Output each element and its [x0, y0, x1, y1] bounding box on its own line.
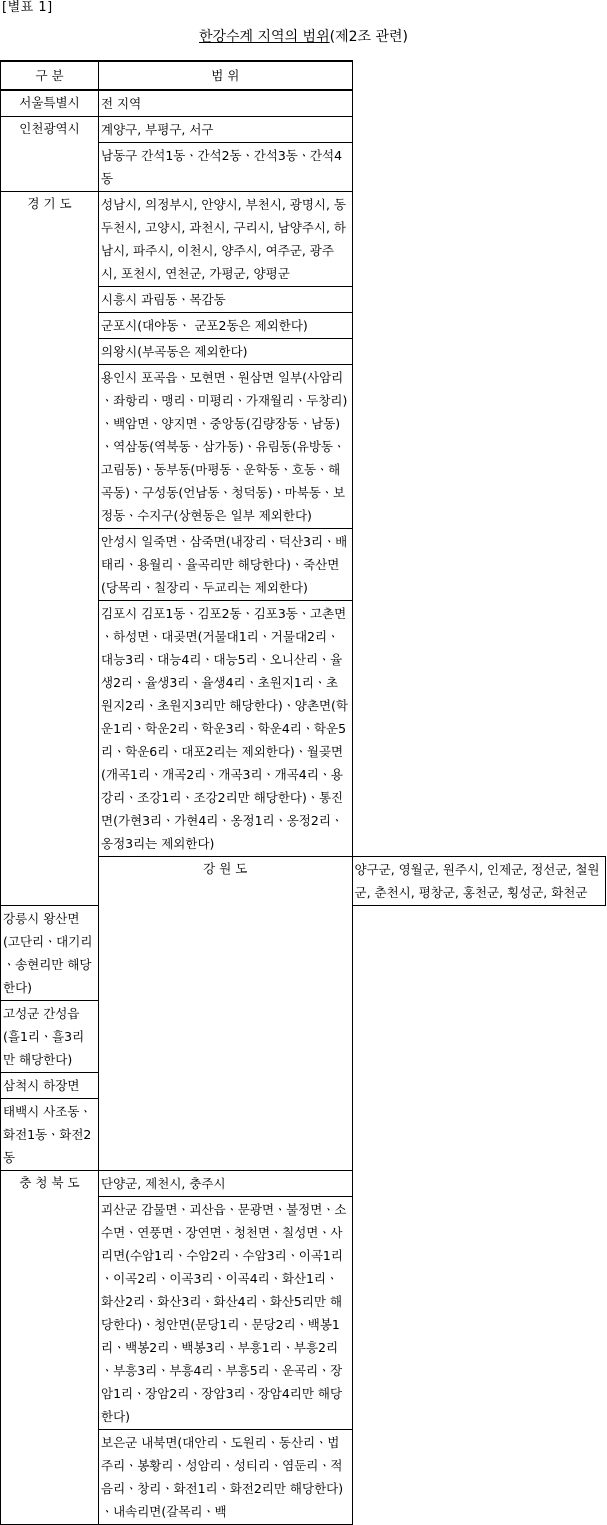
document-title	[0, 28, 607, 46]
scope-cell: 보은군 내북면(대안리ㆍ도원리ㆍ동산리ㆍ법주리ㆍ봉황리ㆍ성암리ㆍ성티리ㆍ염둔리ㆍ적음리ㆍ창리ㆍ화전1리ㆍ화전2리만 해당한다)ㆍ내속리면(갈목리ㆍ백	[99, 1430, 353, 1525]
region-scope-table	[0, 60, 606, 1525]
scope-cell: 성남시, 의정부시, 안양시, 부천시, 광명시, 동두천시, 고양시, 과천시, 구리시, 남양주시, 하남시, 파주시, 이천시, 양주시, 여주군, 광주시, 포천시, 연천군, 가평군, 양평군	[99, 192, 353, 287]
scope-cell: 단양군, 제천시, 충주시	[99, 1171, 353, 1197]
table-row	[1, 1171, 606, 1197]
scope-cell: 괴산군 감물면ㆍ괴산읍ㆍ문광면ㆍ불정면ㆍ소수면ㆍ연풍면ㆍ장연면ㆍ청천면ㆍ칠성면ㆍ사리면(수암1리ㆍ수암2리ㆍ수암3리ㆍ이곡1리ㆍ이곡2리ㆍ이곡3리ㆍ이곡4리ㆍ화산1리ㆍ화산2리ㆍ화산3리ㆍ화산4리ㆍ화산5리만 해당한다)ㆍ청안면(문당1리ㆍ문당2리ㆍ백봉1리ㆍ백봉2리ㆍ백봉3리ㆍ부흥1리ㆍ부흥2리ㆍ부흥3리ㆍ부흥4리ㆍ부흥5리ㆍ운곡리ㆍ장암1리ㆍ장암2리ㆍ장암3리ㆍ장암4리만 해당한다)	[99, 1197, 353, 1430]
scope-cell: 남동구 간석1동ㆍ간석2동ㆍ간석3동ㆍ간석4동	[99, 143, 353, 192]
scope-cell: 용인시 포곡읍ㆍ모현면ㆍ원삼면 일부(사암리ㆍ좌항리ㆍ맹리ㆍ미평리ㆍ가재월리ㆍ두창리)ㆍ백암면ㆍ양지면ㆍ중앙동(김량장동ㆍ남동)ㆍ역삼동(역북동ㆍ삼가동)ㆍ유림동(유방동ㆍ고림동)ㆍ동부동(마평동ㆍ운학동ㆍ호동ㆍ해곡동)ㆍ구성동(언남동ㆍ청덕동)ㆍ마북동ㆍ보정동ㆍ수지구(상현동은 일부 제외한다)	[99, 365, 353, 529]
header-scope: 범 위	[99, 61, 353, 90]
annex-label: [별표 1]	[2, 0, 53, 15]
region-cell: 인천광역시	[1, 117, 99, 192]
scope-cell: 강릉시 왕산면(고단리ㆍ대기리ㆍ송현리만 해당한다)	[1, 906, 99, 1001]
region-cell: 서울특별시	[1, 90, 99, 117]
scope-cell: 안성시 일죽면ㆍ삼죽면(내장리ㆍ덕산3리ㆍ배태리ㆍ용월리ㆍ율곡리만 해당한다)ㆍ죽산면(당목리ㆍ칠장리ㆍ두교리는 제외한다)	[99, 529, 353, 601]
scope-cell: 삼척시 하장면	[1, 1073, 99, 1099]
scope-cell: 시흥시 과림동ㆍ목감동	[99, 287, 353, 313]
scope-cell: 김포시 김포1동ㆍ김포2동ㆍ김포3동ㆍ고촌면ㆍ하성면ㆍ대곶면(거물대1리ㆍ거물대2리ㆍ대능3리ㆍ대능4리ㆍ대능5리ㆍ오니산리ㆍ율생2리ㆍ율생3리ㆍ율생4리ㆍ초원지1리ㆍ초원지2리ㆍ초원지3리만 해당한다)ㆍ양촌면(학운1리ㆍ학운2리ㆍ학운3리ㆍ학운4리ㆍ학운5리ㆍ학운6리ㆍ대포2리는 제외한다)ㆍ월곶면(개곡1리ㆍ개곡2리ㆍ개곡3리ㆍ개곡4리ㆍ용강리ㆍ조강1리ㆍ조강2리만 해당한다)ㆍ통진면(가현3리ㆍ가현4리ㆍ옹정1리ㆍ옹정2리ㆍ옹정3리는 제외한다)	[99, 601, 353, 857]
table-row	[1, 90, 606, 117]
scope-cell: 의왕시(부곡동은 제외한다)	[99, 339, 353, 365]
title-reference: (제2조 관련)	[329, 29, 408, 45]
scope-cell: 양구군, 영월군, 원주시, 인제군, 정선군, 철원군, 춘천시, 평창군, 홍천군, 횡성군, 화천군	[352, 857, 606, 906]
scope-cell: 계양구, 부평구, 서구	[99, 117, 353, 143]
table-row	[1, 192, 606, 287]
region-cell: 충 청 북 도	[1, 1171, 99, 1525]
scope-cell: 전 지역	[99, 90, 353, 117]
title-main: 한강수계 지역의 범위	[198, 29, 330, 45]
scope-cell: 태백시 사조동ㆍ화전1동ㆍ화전2동	[1, 1099, 99, 1171]
header-region: 구 분	[1, 61, 99, 90]
scope-cell: 군포시(대야동ㆍ 군포2동은 제외한다)	[99, 313, 353, 339]
table-header-row	[1, 61, 606, 90]
table-body	[1, 61, 606, 1525]
region-cell: 강 원 도	[99, 857, 353, 1171]
region-cell: 경 기 도	[1, 192, 99, 906]
table-row	[1, 117, 606, 143]
scope-cell: 고성군 간성읍(흘1리ㆍ흘3리만 해당한다)	[1, 1001, 99, 1073]
